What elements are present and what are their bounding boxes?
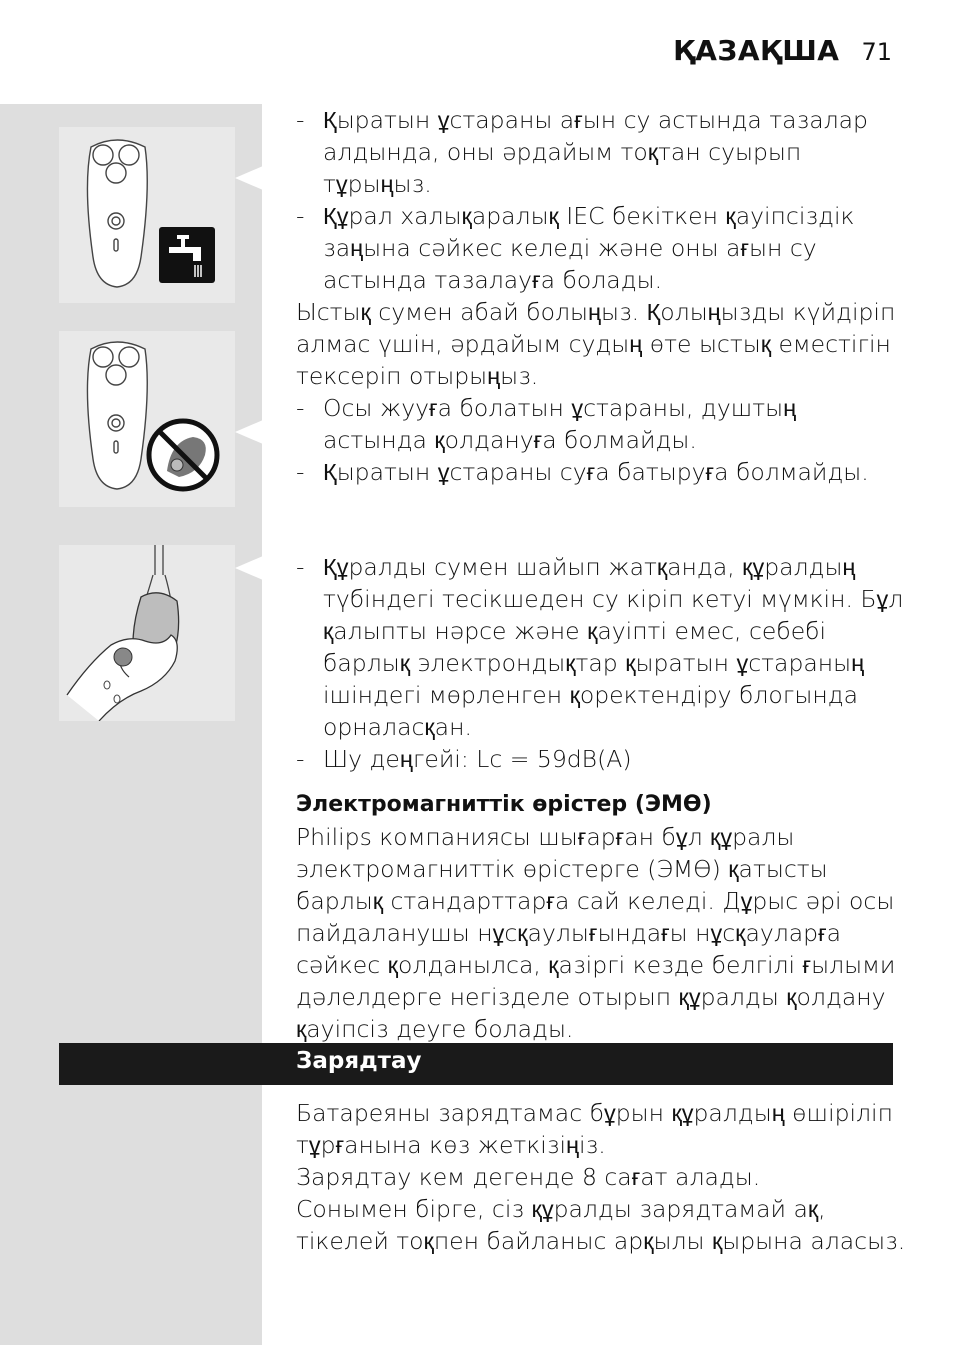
page-header [673, 34, 892, 74]
emf-heading: Электромагниттік өрістер (ЭМӨ) [296, 792, 712, 817]
info-block [296, 551, 906, 1045]
faucet-icon [159, 227, 215, 283]
shaver-no-shower-illustration [59, 331, 235, 507]
list-item: - Осы жууға болатын ұстараны, душтың астында қолдануға болмайды. [296, 394, 797, 454]
figure-pointer [235, 556, 263, 580]
list-item: - Қыратын ұстараны ағын су астында тазалар алдында, оны әрдайым тоқтан суырып тұрыңыз. [296, 106, 868, 198]
rinsing-hand-icon [59, 545, 235, 721]
figure-shaver-no-shower [59, 331, 235, 507]
section-header-charging [59, 1043, 893, 1085]
hot-water-caution: Ыстық сумен абай болыңыз. Қолыңызды күйдіріп алмас үшін, әрдайым судың өте ыстық еместігін тексеріп отырыңыз. [296, 298, 896, 390]
figure-pointer [235, 420, 263, 444]
figure-pointer [235, 166, 263, 190]
shaver-faucet-illustration [59, 127, 235, 303]
charging-paragraph: Сонымен бірге, сіз құралды зарядтамай ақ, тікелей тоқпен байланыс арқылы қырына аласыз. [296, 1195, 906, 1255]
list-item: - Құрал халықаралық IEC бекіткен қауіпсіздік заңына сәйкес келеді және оны ағын су астында тазалауға болады. [296, 202, 855, 294]
charging-block [296, 1097, 906, 1257]
list-item: - Құралды сумен шайып жатқанда, құралдың түбіндегі тесікшеден су кіріп кетуі мүмкін. Бұл қалыпты нәрсе және қауіпті емес, себебі барлық электрондықтар қыратын ұстараның ішіндегі мөрленген қоректендіру блогында орналасқан. [296, 553, 904, 741]
section-title: Зарядтау [296, 1048, 422, 1074]
list-item: - Қыратын ұстараны суға батыруға болмайды. [296, 458, 869, 486]
emf-paragraph: Philips компаниясы шығарған бұл құралы электромагниттік өрістерге (ЭМӨ) қатысты барлық стандарттарға сай келеді. Дұрыс әрі осы пайдаланушы нұсқаулығындағы нұсқауларға сәйкес қолданылса, қазіргі кезде белгілі ғылыми дәлелдерге негізделе отырып құралды қолдану қауіпсіз деуге болады. [296, 823, 896, 1043]
figure-shaver-faucet [59, 127, 235, 303]
no-shower-icon [149, 421, 217, 489]
charging-paragraph: Зарядтау кем дегенде 8 сағат алады. [296, 1163, 761, 1191]
page-number: 71 [861, 38, 892, 66]
language-title: ҚАЗАҚША [673, 34, 840, 67]
figure-rinsing-shaver [59, 545, 235, 721]
list-item: - Шу деңгейі: Lc = 59dB(A) [296, 745, 632, 773]
warning-block [296, 104, 906, 488]
charging-paragraph: Батареяны зарядтамас бұрын құралдың өшіріліп тұрғанына көз жеткізіңіз. [296, 1099, 893, 1159]
